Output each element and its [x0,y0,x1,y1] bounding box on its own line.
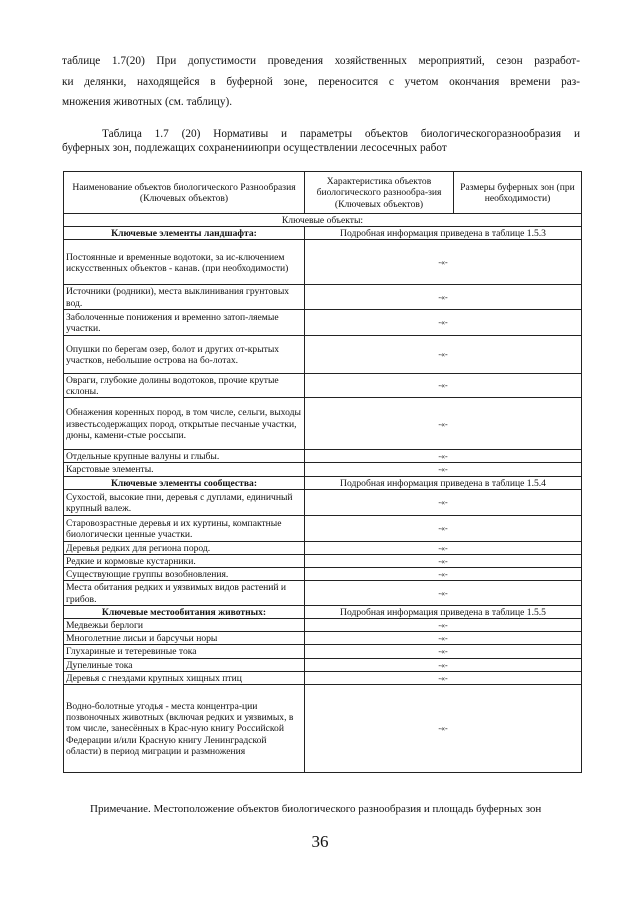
group-header-row [64,605,582,618]
ditto-cell: -«- [305,685,582,773]
table-row [64,335,582,373]
ditto-cell: -«- [305,398,582,450]
section-title: Ключевые объекты: [64,214,582,227]
object-name-cell: Редкие и кормовые кустарники. [64,555,305,568]
header-cell-buffer-size: Размеры буферных зон (при необходимости) [454,172,582,214]
object-name-cell: Глухариные и тетеревиные тока [64,645,305,658]
ditto-cell: -«- [305,541,582,554]
group-info: Подробная информация приведена в таблице 1.5.3 [305,227,582,240]
table-row [64,555,582,568]
intro-paragraph [62,51,580,113]
table-row [64,373,582,397]
object-name-cell: Водно-болотные угодья - места концентра-ции позвоночных животных (включая редких и уязвимых, в том числе, занесённых в Крас-ную книгу Российской Федерации и/или Красную книгу Ленинградской области) в период миграции и размножения [64,685,305,773]
table-row [64,398,582,450]
intro-line: ки делянки, находящейся в буферной зоне, переносится с учетом окончания времени раз- [62,75,580,88]
section-row [64,214,582,227]
ditto-cell: -«- [305,645,582,658]
table-row [64,645,582,658]
object-name-cell: Старовозрастные деревья и их куртины, компактные биологически ценные участки. [64,515,305,541]
object-name-cell: Деревья редких для региона пород. [64,541,305,554]
table-row [64,489,582,515]
object-name-cell: Овраги, глубокие долины водотоков, прочие крутые склоны. [64,373,305,397]
object-name-cell: Сухостой, высокие пни, деревья с дуплами, единичный крупный валеж. [64,489,305,515]
object-name-cell: Существующие группы возобновления. [64,568,305,581]
ditto-cell: -«- [305,632,582,645]
group-info: Подробная информация приведена в таблице 1.5.4 [305,476,582,489]
ditto-cell: -«- [305,568,582,581]
ditto-cell: -«- [305,489,582,515]
table-row [64,671,582,684]
intro-line: множения животных (см. таблицу). [62,96,233,108]
group-info: Подробная информация приведена в таблице 1.5.5 [305,605,582,618]
table-row [64,568,582,581]
table-row [64,541,582,554]
object-name-cell: Отдельные крупные валуны и глыбы. [64,450,305,463]
object-name-cell: Постоянные и временные водотоки, за ис-ключением искусственных объектов - канав. (при необходимости) [64,240,305,285]
table-header-row [64,172,582,214]
ditto-cell: -«- [305,463,582,476]
object-name-cell: Карстовые элементы. [64,463,305,476]
object-name-cell: Медвежьи берлоги [64,619,305,632]
table-row [64,685,582,773]
object-name-cell: Обнажения коренных пород, в том числе, сельги, выходы известьсодержащих пород, открытые песчаные участки, дюны, камени-стые россыпи. [64,398,305,450]
ditto-cell: -«- [305,373,582,397]
group-title: Ключевые элементы сообщества: [64,476,305,489]
group-title: Ключевые местообитания животных: [64,605,305,618]
table-row [64,632,582,645]
caption-line: буферных зон, подлежащих сохраненииюпри осуществлении лесосечных работ [62,142,447,154]
ditto-cell: -«- [305,240,582,285]
page-number: 36 [311,832,329,851]
ditto-cell: -«- [305,619,582,632]
header-cell-characteristic: Характеристика объектов биологического разнообра-зия (Ключевых объектов) [305,172,454,214]
header-cell-name: Наименование объектов биологического Разнообразия (Ключевых объектов) [64,172,305,214]
table-row [64,240,582,285]
table-row [64,450,582,463]
group-title: Ключевые элементы ландшафта: [64,227,305,240]
ditto-cell: -«- [305,335,582,373]
group-header-row [64,227,582,240]
table-row [64,581,582,605]
ditto-cell: -«- [305,671,582,684]
table-row [64,515,582,541]
object-name-cell: Деревья с гнездами крупных хищных птиц [64,671,305,684]
table-caption [62,127,580,155]
ditto-cell: -«- [305,285,582,309]
ditto-cell: -«- [305,581,582,605]
object-name-cell: Заболоченные понижения и временно затоп-ляемые участки. [64,309,305,335]
object-name-cell: Источники (родники), места выклинивания грунтовых вод. [64,285,305,309]
table-row [64,463,582,476]
ditto-cell: -«- [305,450,582,463]
object-name-cell: Дупелиные тока [64,658,305,671]
ditto-cell: -«- [305,515,582,541]
biodiversity-table [63,171,582,773]
ditto-cell: -«- [305,309,582,335]
intro-line: таблице 1.7(20) При допустимости проведения хозяйственных мероприятий, сезон разработ- [62,55,580,67]
group-header-row [64,476,582,489]
table-row [64,619,582,632]
table-row [64,285,582,309]
object-name-cell: Многолетние лисьи и барсучьи норы [64,632,305,645]
table-row [64,658,582,671]
object-name-cell: Места обитания редких и уязвимых видов растений и грибов. [64,581,305,605]
table-row [64,309,582,335]
caption-line: Таблица 1.7 (20) Нормативы и параметры объектов биологическогоразнообразия и [102,128,580,140]
ditto-cell: -«- [305,658,582,671]
ditto-cell: -«- [305,555,582,568]
footnote: Примечание. Местоположение объектов биологического разнообразия и площадь буферных зон [90,803,542,815]
object-name-cell: Опушки по берегам озер, болот и других от-крытых участков, небольшие острова на бо-лотах. [64,335,305,373]
